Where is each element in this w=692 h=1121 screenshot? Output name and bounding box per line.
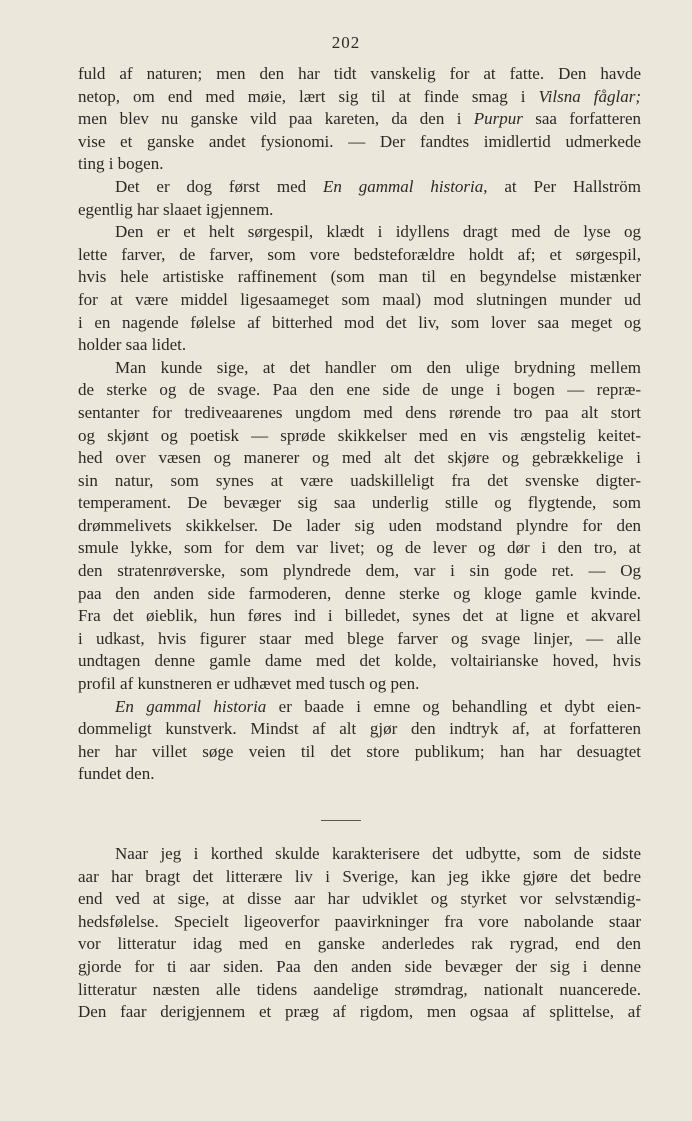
text-line: holder saa lidet. xyxy=(78,335,187,355)
text-line: hvis hele artistiske raffinement (som man til en begyndelse mistænker xyxy=(78,267,641,287)
text-line: de sterke og de svage. Paa den ene side de unge i bogen — repræ- xyxy=(78,380,641,400)
text-line: i en nagende følelse af bitterhed mod det liv, som lover saa meget og xyxy=(78,312,641,332)
text-line: ting i bogen. xyxy=(78,154,164,174)
text-line: i udkast, hvis figurer staar med blege farver og svage linjer, — alle xyxy=(78,628,641,648)
text-line: lette farver, de farver, som vore bedsteforældre holdt af; et sørgespil, xyxy=(78,244,641,264)
text-line: Den faar derigjennem et præg af rigdom, men ogsaa af splittelse, af xyxy=(78,1002,641,1022)
text-line: netop, om end med møie, lært sig til at finde smag i Vilsna fåglar; xyxy=(78,86,641,106)
text-line: sin natur, som synes at være uadskilleligt fra det svenske digter- xyxy=(78,470,641,490)
text-line: litteratur næsten alle tidens aandelige strømdrag, nationalt nuancerede. xyxy=(78,979,641,999)
text-line: den stratenrøverske, som plyndrede dem, var i sin gode ret. — Og xyxy=(78,561,641,581)
text-line: her har villet søge veien til det store publikum; han har desuagtet xyxy=(78,741,641,761)
text-line: egentlig har slaaet igjennem. xyxy=(78,199,274,219)
text-line: sentanter for trediveaarenes ungdom med dens rørende tro paa alt stort xyxy=(78,402,641,422)
text-line: Naar jeg i korthed skulde karakterisere det udbytte, som de sidste xyxy=(115,844,641,863)
text-line: men blev nu ganske vild paa kareten, da den i Purpur saa forfatteren xyxy=(78,109,642,129)
text-line: vise et ganske andet fysionomi. — Der fandtes imidlertid udmerkede xyxy=(78,131,641,151)
text-line: profil af kunstneren er udhævet med tusch og pen. xyxy=(78,674,420,694)
text-line: temperament. De bevæger sig saa underlig stille og flygtende, som xyxy=(78,493,641,513)
text-line: En gammal historia er baade i emne og behandling et dybt eien- xyxy=(115,696,642,716)
text-line: drømmelivets skikkelser. De lader sig uden modstand plyndre for den xyxy=(78,515,641,535)
text-line: Man kunde sige, at det handler om den ulige brydning mellem xyxy=(115,357,641,377)
text-line: undtagen denne gamle dame med det kolde, voltairianske hoved, hvis xyxy=(78,651,641,671)
text-line: end ved at sige, at disse aar har udviklet og styrket vor selvstændig- xyxy=(78,889,641,909)
text-line: hed over væsen og manerer og med alt det skjøre og gebrækkelige i xyxy=(78,448,641,468)
text-line: og skjønt og poetisk — sprøde skikkelser med en vis ængstelig keitet- xyxy=(78,425,641,445)
page-number: 202 xyxy=(331,33,361,52)
text-line: fundet den. xyxy=(78,764,155,784)
text-line: Det er dog først med En gammal historia, at Per Hallström xyxy=(115,176,642,196)
text-line: Den er et helt sørgespil, klædt i idyllens dragt med de lyse og xyxy=(115,222,641,242)
text-line: dommeligt kunstverk. Mindst af alt gjør den indtryk af, at forfatteren xyxy=(78,719,641,739)
second-text-section xyxy=(78,843,641,1024)
text-line: gjorde for ti aar siden. Paa den anden side bevæger der sig i denne xyxy=(78,956,641,976)
text-line: fuld af naturen; men den har tidt vanskelig for at fatte. Den havde xyxy=(78,64,641,83)
text-line: smule lykke, som for dem var livet; og de lever og dør i den tro, at xyxy=(78,538,641,558)
text-line: vor litteratur idag med en ganske anderledes rak rygrad, end den xyxy=(78,934,641,954)
text-line: aar har bragt det litterære liv i Sverige, kan jeg ikke gjøre det bedre xyxy=(78,866,641,886)
text-line: for at være middel ligesaameget som maal) mod slutningen munder ud xyxy=(78,289,641,309)
text-line: Fra det øieblik, hun føres ind i billedet, synes det at ligne et akvarel xyxy=(78,606,641,626)
main-text-section xyxy=(78,63,641,786)
text-line: hedsfølelse. Specielt ligeoverfor paavirkninger fra vore nabolande staar xyxy=(78,911,641,931)
section-divider xyxy=(321,820,361,821)
text-line: paa den anden side farmoderen, denne sterke og kloge gamle kvinde. xyxy=(78,583,641,603)
